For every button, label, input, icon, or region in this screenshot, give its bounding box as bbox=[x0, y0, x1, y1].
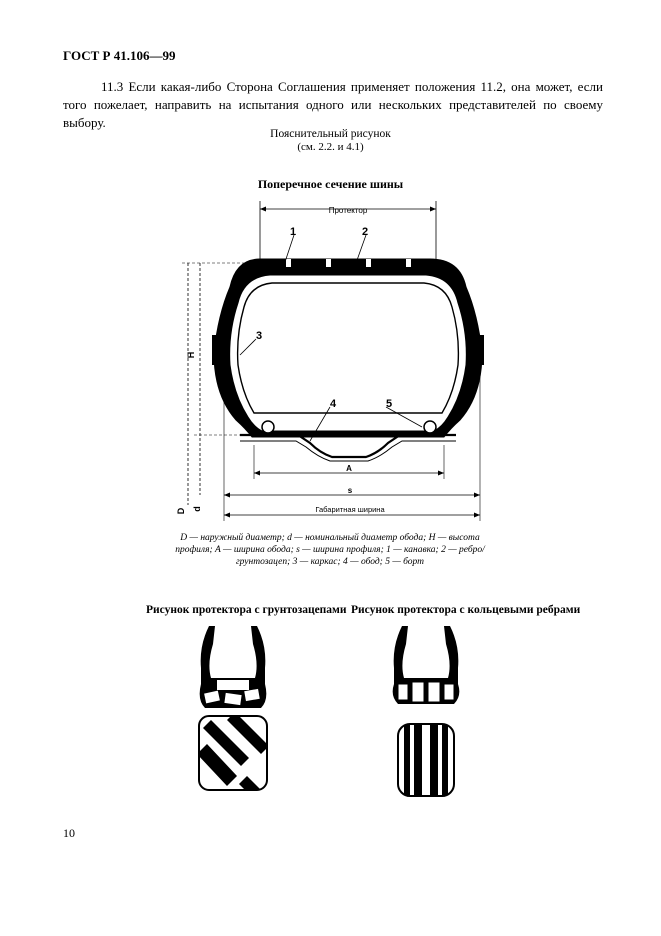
lug-tread-cross-section bbox=[195, 624, 271, 710]
label-5-bead: 5 bbox=[386, 398, 393, 410]
label-D: D bbox=[176, 507, 186, 515]
label-d: d bbox=[192, 506, 202, 512]
label-1-groove: 1 bbox=[290, 226, 297, 238]
paragraph-11-3: 11.3 Если какая-либо Сторона Соглашения применяет положения 11.2, она может, если того пожелает, направить на испытания одного или нескольких представителей по своему выбору. bbox=[63, 79, 603, 130]
lug-pattern-title: Рисунок протектора с грунтозацепами bbox=[146, 604, 347, 616]
tire-cross-section-diagram bbox=[160, 195, 500, 525]
rib-tread-footprint bbox=[396, 722, 456, 798]
rib-pattern-title: Рисунок протектора с кольцевыми ребрами bbox=[351, 604, 581, 616]
label-s: s bbox=[347, 486, 353, 495]
cross-section-title: Поперечное сечение шины bbox=[257, 177, 404, 191]
label-4-rim: 4 bbox=[330, 398, 337, 410]
figure-title: Пояснительный рисунок bbox=[270, 128, 391, 140]
figure-subtitle: (см. 2.2. и 4.1) bbox=[297, 141, 364, 153]
label-2-rib: 2 bbox=[362, 226, 369, 238]
tread-label: Протектор bbox=[328, 206, 368, 215]
label-H: H bbox=[186, 351, 196, 359]
document-header: ГОСТ Р 41.106—99 bbox=[63, 48, 176, 63]
lug-tread-footprint bbox=[197, 714, 269, 792]
label-3-carcass: 3 bbox=[256, 330, 263, 342]
label-A: A bbox=[346, 464, 352, 473]
rib-tread-cross-section bbox=[388, 624, 464, 710]
overall-width-label: Габаритная ширина bbox=[315, 505, 385, 514]
page-number: 10 bbox=[63, 826, 75, 840]
figure-caption: D — наружный диаметр; d — номинальный диаметр обода; H — высота профиля; A — ширина обода; s — ширина профиля; 1 — канавка; 2 — ребро/грунтозацеп; 3 — каркас; 4 — обод; 5 — борт bbox=[175, 533, 485, 567]
